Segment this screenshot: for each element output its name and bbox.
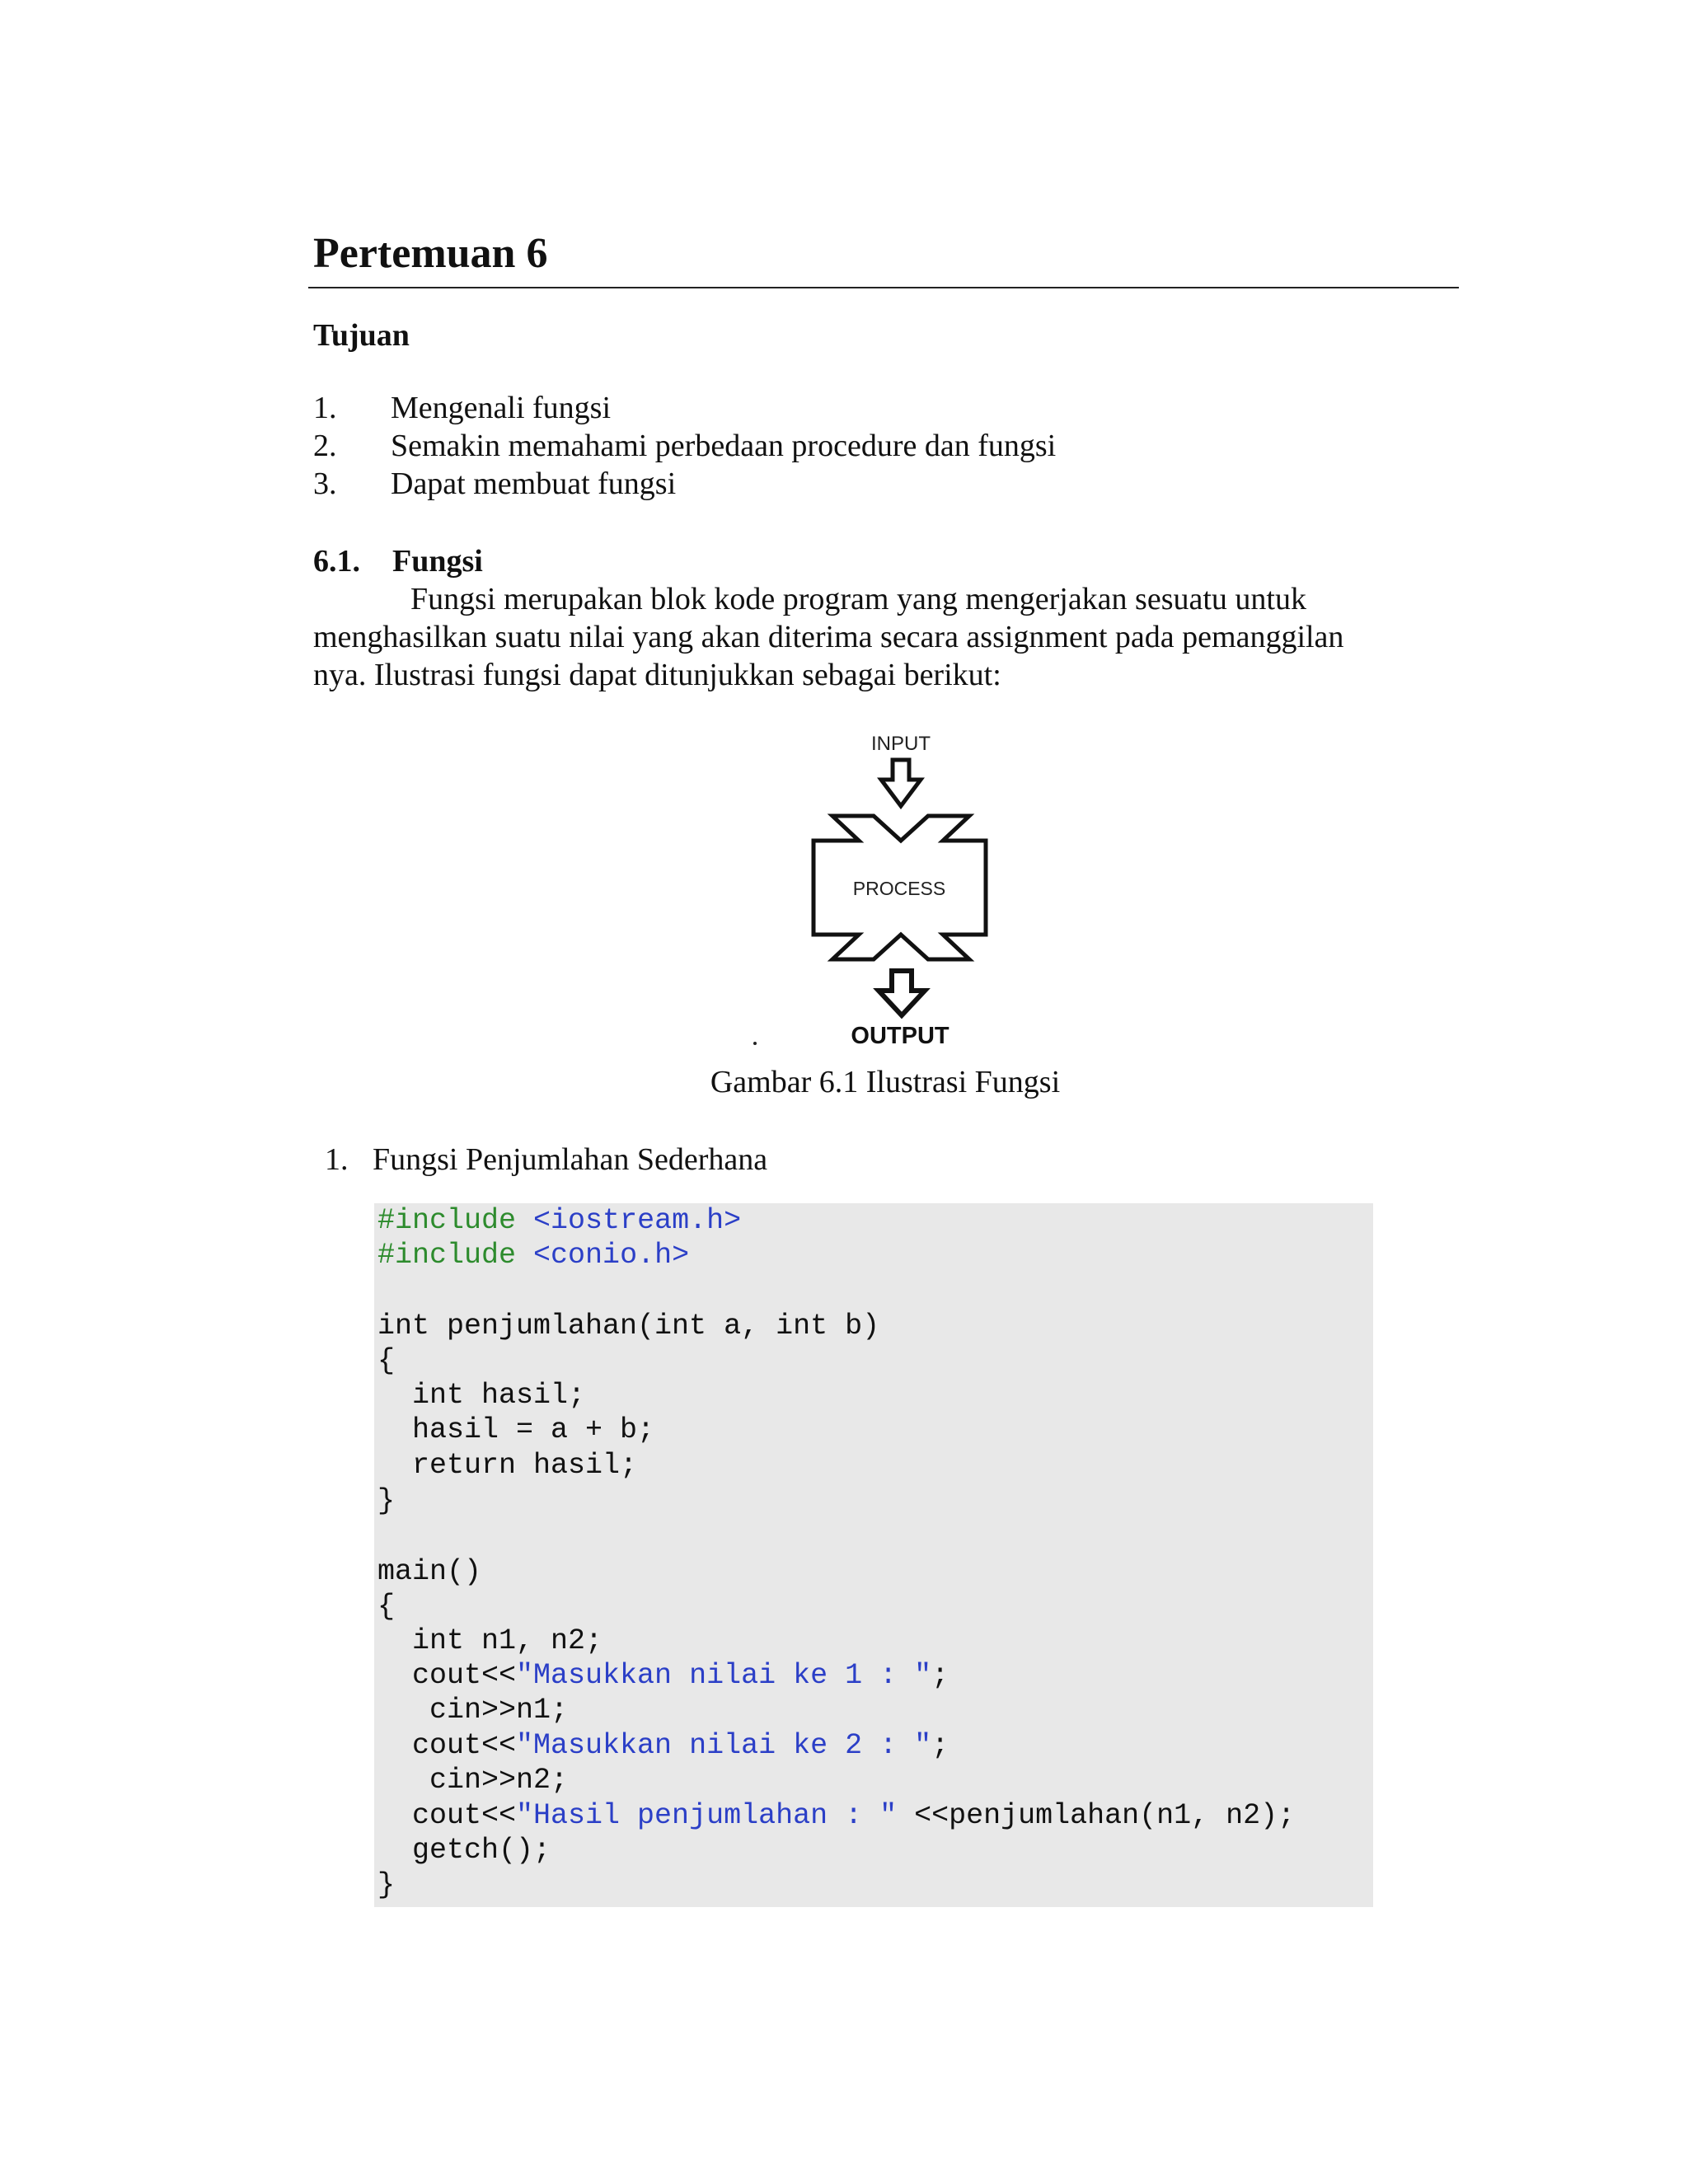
- code-line: [377, 1238, 689, 1272]
- code-block: [374, 1203, 1373, 1907]
- title-divider: [308, 287, 1459, 288]
- code-header-name: <conio.h>: [533, 1239, 690, 1272]
- code-line: cin>>n2;: [377, 1764, 569, 1797]
- code-text: cout<<: [377, 1729, 517, 1762]
- code-line: hasil = a + b;: [377, 1413, 655, 1446]
- input-arrow-icon: [881, 760, 921, 806]
- code-line: int n1, n2;: [377, 1624, 603, 1657]
- code-line: [377, 1203, 741, 1238]
- code-line: int hasil;: [377, 1379, 586, 1412]
- code-line: cin>>n1;: [377, 1694, 569, 1727]
- output-label: OUTPUT: [851, 1023, 950, 1049]
- list-item-number: 2.: [313, 429, 337, 463]
- list-item-number: 3.: [313, 466, 337, 501]
- paragraph-line: Fungsi merupakan blok kode program yang mengerjakan sesuatu untuk: [410, 582, 1306, 616]
- code-directive: #include: [377, 1204, 517, 1237]
- code-text: <<penjumlahan(n1, n2);: [897, 1799, 1296, 1832]
- output-arrow-icon: [879, 971, 925, 1015]
- code-line: [377, 1728, 949, 1763]
- code-line: }: [377, 1868, 396, 1901]
- code-line: }: [377, 1484, 396, 1517]
- paragraph-line: nya. Ilustrasi fungsi dapat ditunjukkan sebagai berikut:: [313, 658, 1001, 692]
- code-line: {: [377, 1590, 396, 1623]
- code-text: ;: [931, 1659, 950, 1692]
- example-title: Fungsi Penjumlahan Sederhana: [373, 1142, 768, 1177]
- stray-dot: [753, 1042, 757, 1045]
- subsection-title: Fungsi: [392, 544, 483, 579]
- input-label: INPUT: [871, 733, 931, 755]
- code-text: cout<<: [377, 1799, 517, 1832]
- process-label: PROCESS: [852, 878, 946, 899]
- paragraph-line: menghasilkan suatu nilai yang akan diterima secara assignment pada pemanggilan: [313, 620, 1344, 654]
- code-header-name: <iostream.h>: [533, 1204, 742, 1237]
- function-diagram: [791, 725, 1030, 1055]
- subsection-number: 6.1.: [313, 544, 360, 579]
- code-line: [377, 1798, 1295, 1833]
- figure-caption: Gambar 6.1 Ilustrasi Fungsi: [710, 1065, 1061, 1099]
- body-paragraph: [313, 580, 1343, 694]
- code-line: int penjumlahan(int a, int b): [377, 1310, 880, 1343]
- code-line: {: [377, 1344, 396, 1377]
- code-line: [377, 1658, 949, 1693]
- objectives-heading: Tujuan: [313, 318, 410, 353]
- code-string: "Masukkan nilai ke 2 : ": [516, 1729, 932, 1762]
- list-item-text: Mengenali fungsi: [391, 391, 612, 425]
- code-text: ;: [931, 1729, 950, 1762]
- list-item-text: Semakin memahami perbedaan procedure dan fungsi: [391, 429, 1057, 463]
- list-item-number: 1.: [313, 391, 337, 425]
- code-line: main(): [377, 1555, 482, 1588]
- code-string: "Masukkan nilai ke 1 : ": [516, 1659, 932, 1692]
- code-directive: #include: [377, 1239, 517, 1272]
- example-number: 1.: [325, 1142, 349, 1177]
- code-line: getch();: [377, 1834, 551, 1867]
- function-illustration-figure: [791, 725, 1030, 1055]
- list-item-text: Dapat membuat fungsi: [391, 466, 677, 501]
- code-text: cout<<: [377, 1659, 517, 1692]
- code-line: return hasil;: [377, 1449, 638, 1482]
- code-string: "Hasil penjumlahan : ": [516, 1799, 898, 1832]
- page-title: Pertemuan 6: [313, 230, 548, 277]
